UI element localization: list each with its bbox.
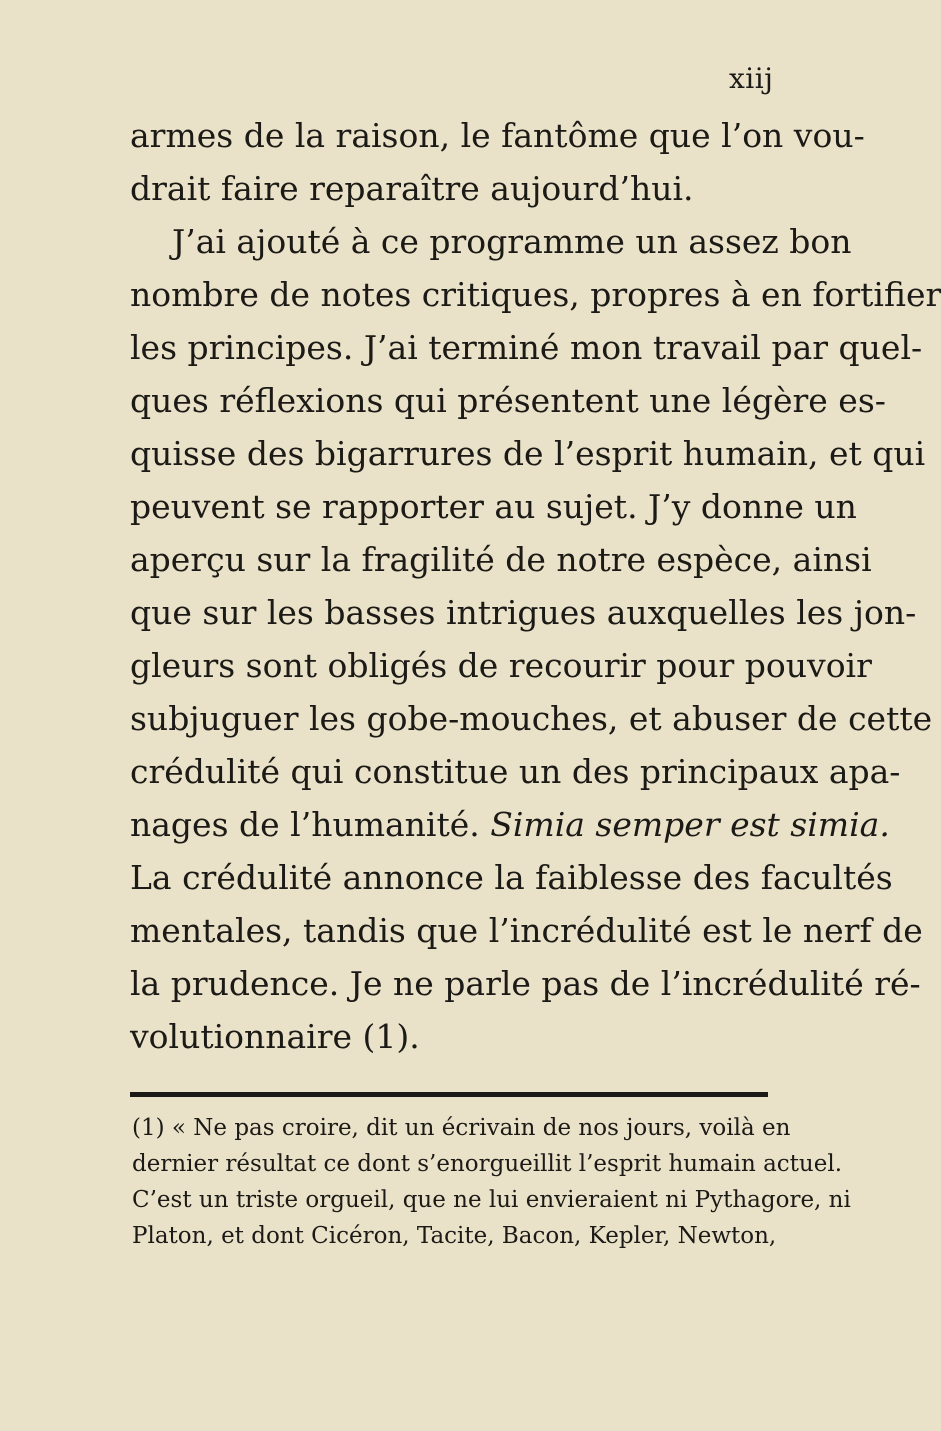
text-line: armes de la raison, le fantôme que l’on vou- <box>130 116 865 155</box>
text-line: J’ai ajouté à ce programme un assez bon <box>172 222 852 261</box>
text-line: ques réflexions qui présentent une légère es- <box>130 381 886 420</box>
footnote-line: dernier résultat ce dont s’enorgueillit l’esprit humain actuel. <box>132 1151 843 1177</box>
footnote-line: (1) « Ne pas croire, dit un écrivain de nos jours, voilà en <box>132 1115 791 1141</box>
text-line: gleurs sont obligés de recourir pour pouvoir <box>130 646 872 685</box>
text-line: la prudence. Je ne parle pas de l’incrédulité ré- <box>130 964 921 1003</box>
text-line <box>130 797 890 853</box>
text-line: La crédulité annonce la faiblesse des facultés <box>130 858 893 897</box>
text-line: subjuguer les gobe-mouches, et abuser de cette <box>130 699 933 738</box>
text-line: les principes. J’ai terminé mon travail par quel- <box>130 328 923 367</box>
text-segment: nages de l’humanité. <box>130 805 491 844</box>
footnote-rule <box>130 1092 768 1097</box>
text-line: mentales, tandis que l’incrédulité est le nerf de <box>130 911 923 950</box>
text-line: aperçu sur la fragilité de notre espèce, ainsi <box>130 540 872 579</box>
footnote-line: Platon, et dont Cicéron, Tacite, Bacon, Kepler, Newton, <box>132 1223 777 1249</box>
text-line: nombre de notes critiques, propres à en fortifier <box>130 275 941 314</box>
text-line: crédulité qui constitue un des principaux apa- <box>130 752 901 791</box>
text-line: drait faire reparaître aujourd’hui. <box>130 169 694 208</box>
text-line: quisse des bigarrures de l’esprit humain, et qui <box>130 434 926 473</box>
latin-quote: Simia semper est simia. <box>490 805 890 844</box>
text-line: peuvent se rapporter au sujet. J’y donne un <box>130 487 857 526</box>
footnote-line: C’est un triste orgueil, que ne lui envieraient ni Pythagore, ni <box>132 1187 851 1213</box>
text-line: que sur les basses intrigues auxquelles les jon- <box>130 593 917 632</box>
text-line: volutionnaire (1). <box>130 1017 420 1056</box>
page-number: xiij <box>729 62 774 95</box>
